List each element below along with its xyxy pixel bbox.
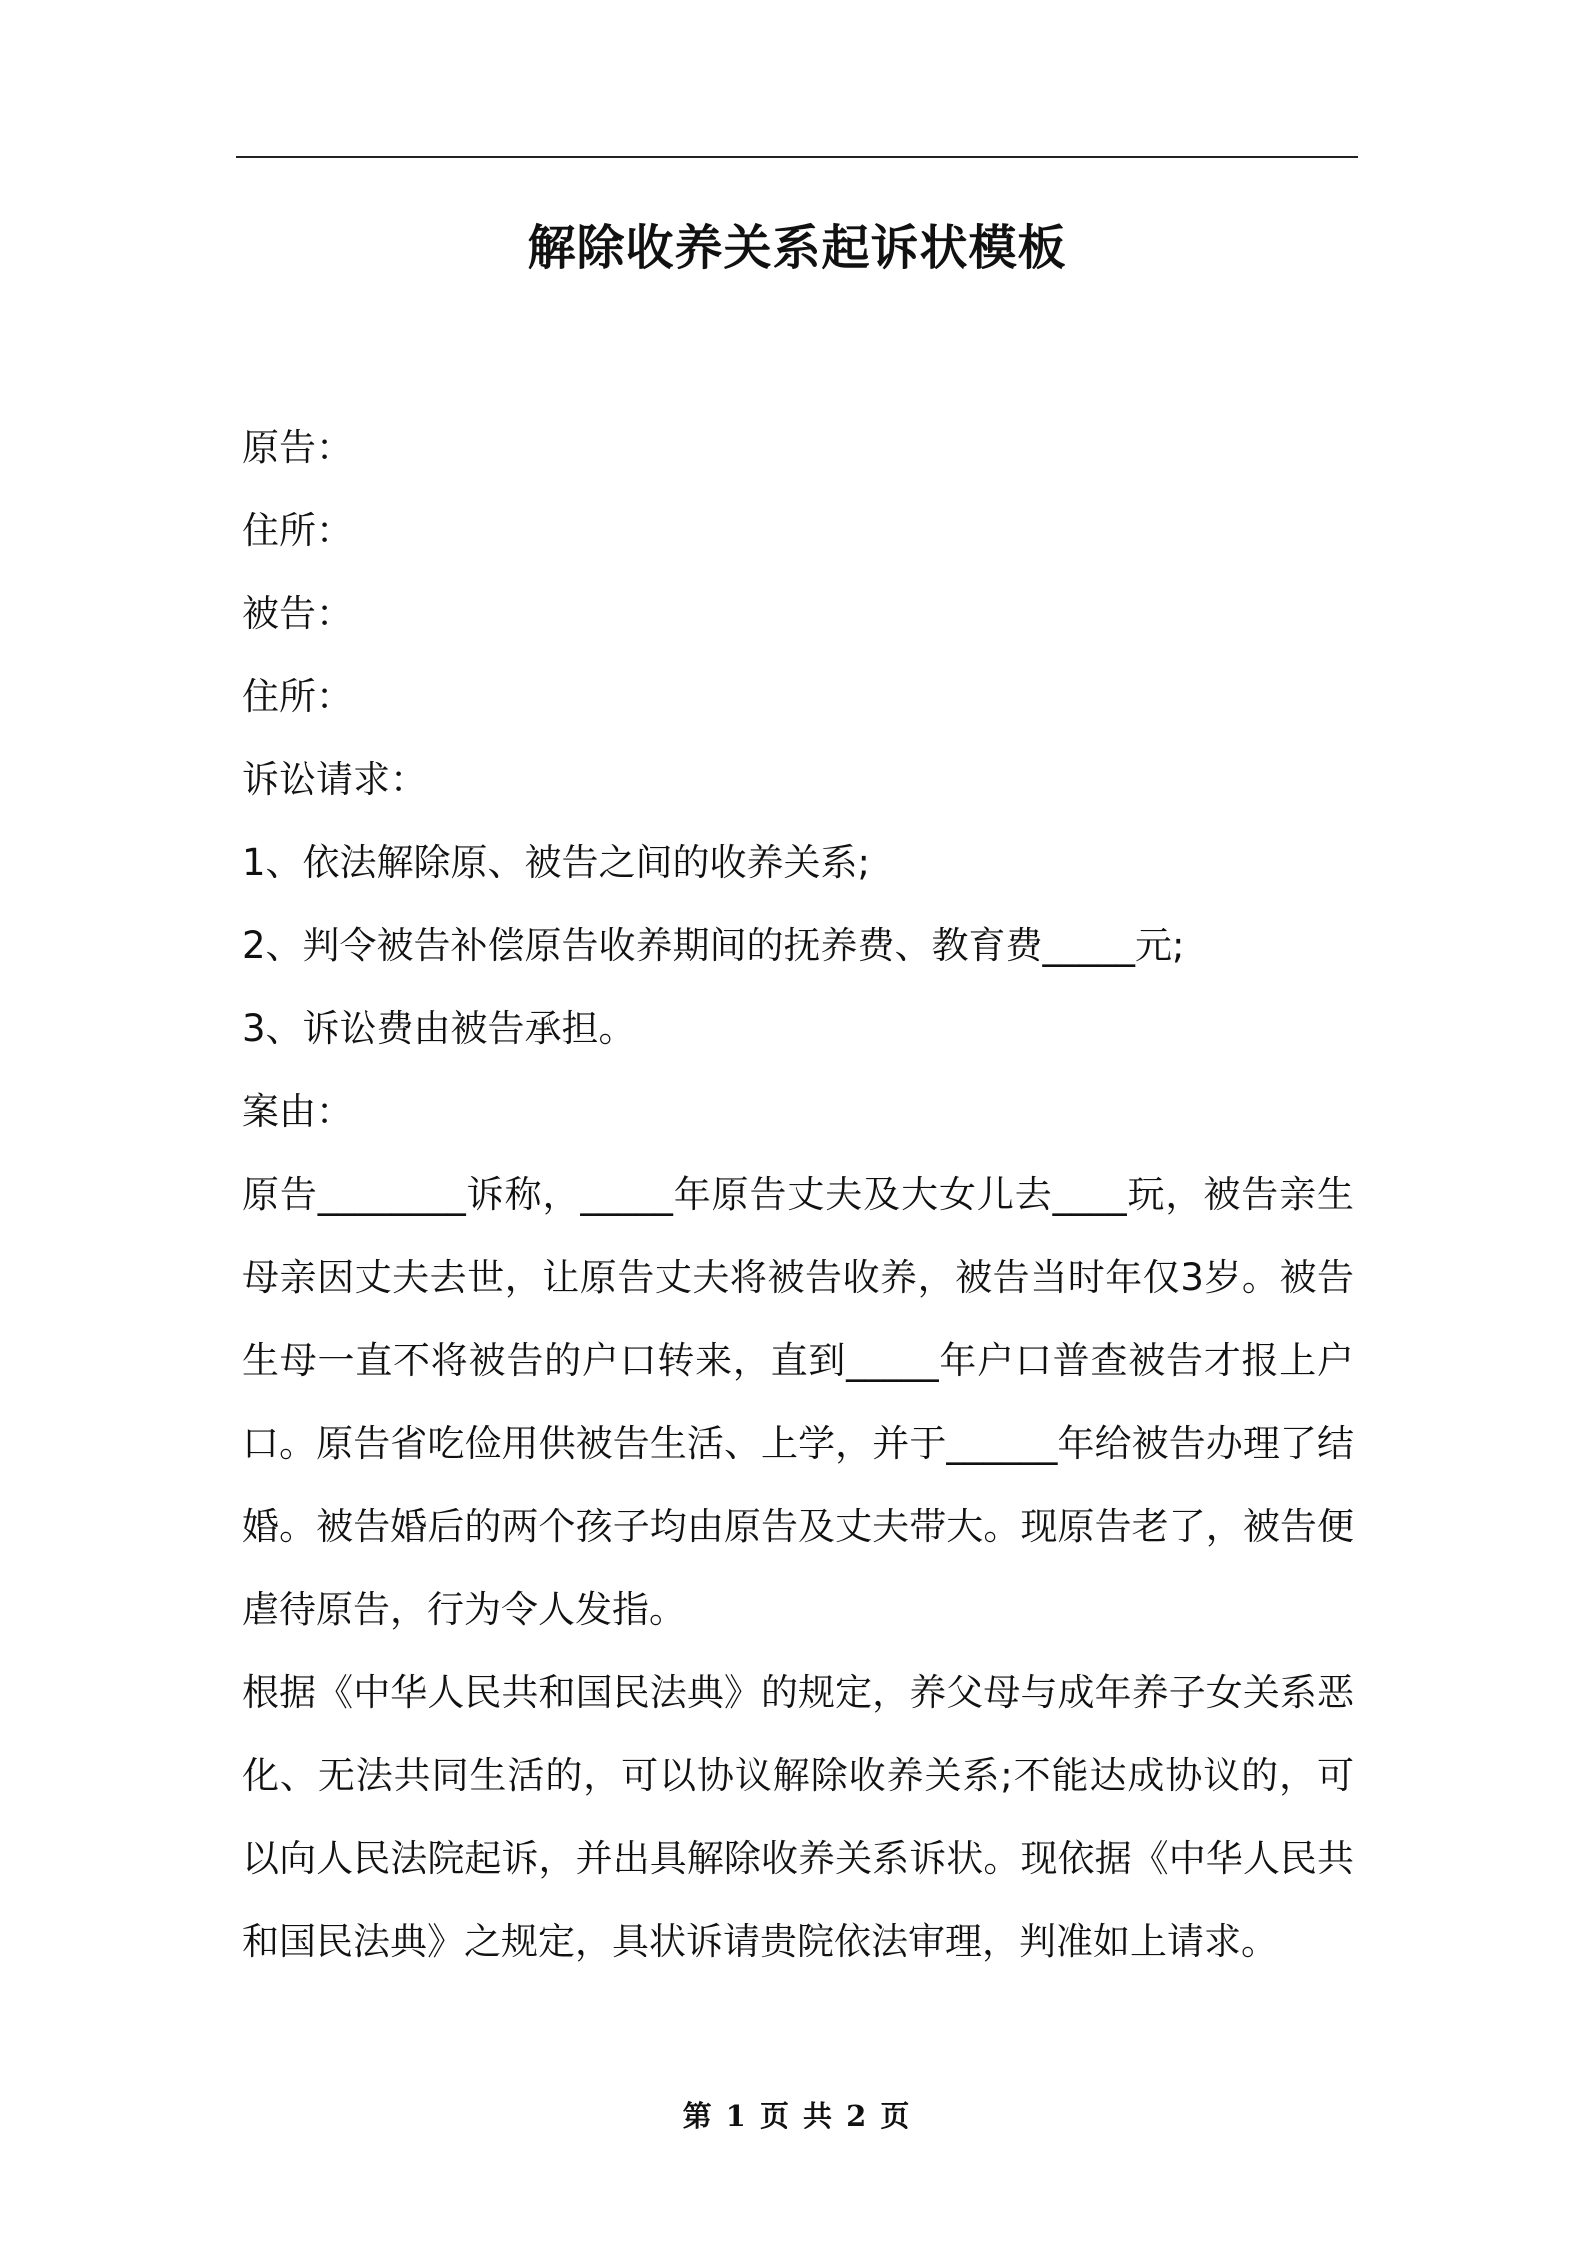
page-number: 第 1 页 共 2 页 (682, 2099, 912, 2133)
defendant-address-label: 住所： (242, 675, 353, 718)
plaintiff-label: 原告： (242, 426, 353, 469)
law-paragraph: 根据《中华人民共和国民法典》的规定，养父母与成年养子女关系恶化、无法共同生活的，可以协议解除收养关系;不能达成协议的，可以向人民法院起诉，并出具解除收养关系诉状。现依据《中华人民共和国民法典》之规定，具状诉请贵院依法审理，判准如上请求。 (242, 1671, 1354, 1963)
document-body (242, 406, 1354, 1983)
claim-item-2: 2、判令被告补偿原告收养期间的抚养费、教育费_____元; (242, 924, 1185, 967)
claims-heading: 诉讼请求： (242, 758, 427, 801)
case-heading: 案由： (242, 1090, 353, 1133)
claim-item-1: 1、依法解除原、被告之间的收养关系; (242, 841, 871, 884)
document-title: 解除收养关系起诉状模板 (527, 220, 1067, 276)
defendant-label: 被告： (242, 592, 353, 635)
plaintiff-address-label: 住所： (242, 509, 353, 552)
header-rule (236, 156, 1358, 158)
case-paragraph: 原告________诉称，_____年原告丈夫及大女儿去____玩，被告亲生母亲因丈夫去世，让原告丈夫将被告收养，被告当时年仅3岁。被告生母一直不将被告的户口转来，直到_____年户口普查被告才报上户口。原告省吃俭用供被告生活、上学，并于______年给被告办理了结婚。被告婚后的两个孩子均由原告及丈夫带大。现原告老了，被告便虐待原告，行为令人发指。 (242, 1173, 1354, 1631)
claim-item-3: 3、诉讼费由被告承担。 (242, 1007, 636, 1050)
